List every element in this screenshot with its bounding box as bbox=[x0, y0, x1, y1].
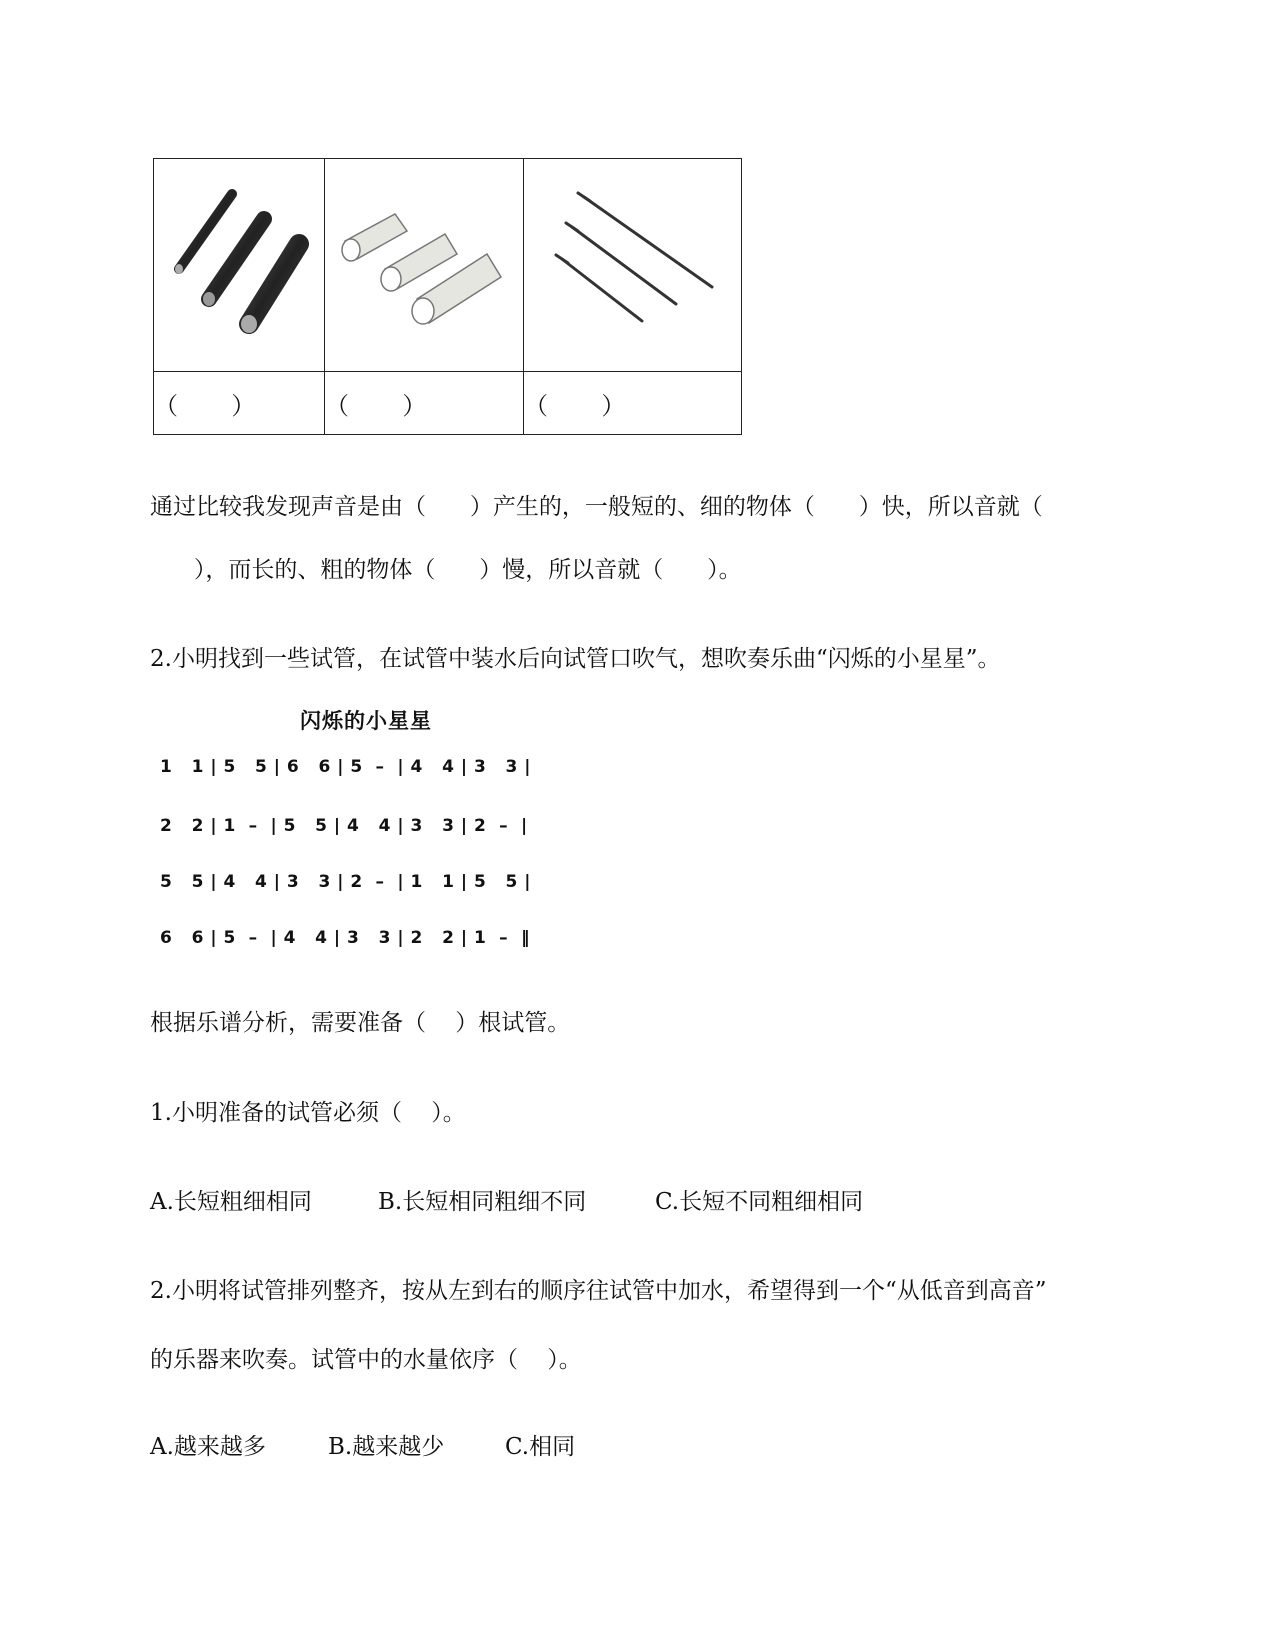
answer-blank[interactable]: （ ） bbox=[154, 372, 325, 435]
option-b[interactable]: B.越来越少 bbox=[328, 1434, 445, 1460]
thick-metal-tubes-image bbox=[154, 159, 325, 372]
answer-blank[interactable]: （ ） bbox=[524, 372, 742, 435]
score-title: 闪烁的小星星 bbox=[300, 709, 432, 733]
score-row: 5 5 | 4 4 | 3 3 | 2 – | 1 1 | 5 5 | bbox=[160, 872, 532, 892]
question-text: 2.小明将试管排列整齐，按从左到右的顺序往试管中加水，希望得到一个“从低音到高音” bbox=[150, 1278, 1047, 1304]
objects-table bbox=[153, 158, 742, 435]
question-text: 2.小明找到一些试管，在试管中装水后向试管口吹气，想吹奏乐曲“闪烁的小星星”。 bbox=[150, 646, 1001, 672]
question-text: 根据乐谱分析，需要准备（ ）根试管。 bbox=[150, 1010, 571, 1036]
option-a[interactable]: A.长短粗细相同 bbox=[150, 1189, 312, 1215]
option-c[interactable]: C.相同 bbox=[505, 1434, 576, 1460]
score-row: 6 6 | 5 – | 4 4 | 3 3 | 2 2 | 1 – ‖ bbox=[160, 928, 530, 948]
paragraph-line: ），而长的、粗的物体（ ）慢，所以音就（ ）。 bbox=[150, 557, 742, 583]
score-row: 1 1 | 5 5 | 6 6 | 5 – | 4 4 | 3 3 | bbox=[160, 757, 532, 777]
answer-blank[interactable]: （ ） bbox=[325, 372, 524, 435]
paragraph-line: 通过比较我发现声音是由（ ）产生的，一般短的、细的物体（ ）快，所以音就（ bbox=[150, 494, 1043, 520]
question-text: 1.小明准备的试管必须（ ）。 bbox=[150, 1100, 466, 1126]
white-plastic-tubes-image bbox=[325, 159, 524, 372]
option-b[interactable]: B.长短相同粗细不同 bbox=[378, 1189, 587, 1215]
long-nails-image bbox=[524, 159, 742, 372]
score-row: 2 2 | 1 – | 5 5 | 4 4 | 3 3 | 2 – | bbox=[160, 816, 528, 836]
option-c[interactable]: C.长短不同粗细相同 bbox=[655, 1189, 864, 1215]
question-text: 的乐器来吹奏。试管中的水量依序（ ）。 bbox=[150, 1347, 582, 1373]
option-a[interactable]: A.越来越多 bbox=[150, 1434, 266, 1460]
